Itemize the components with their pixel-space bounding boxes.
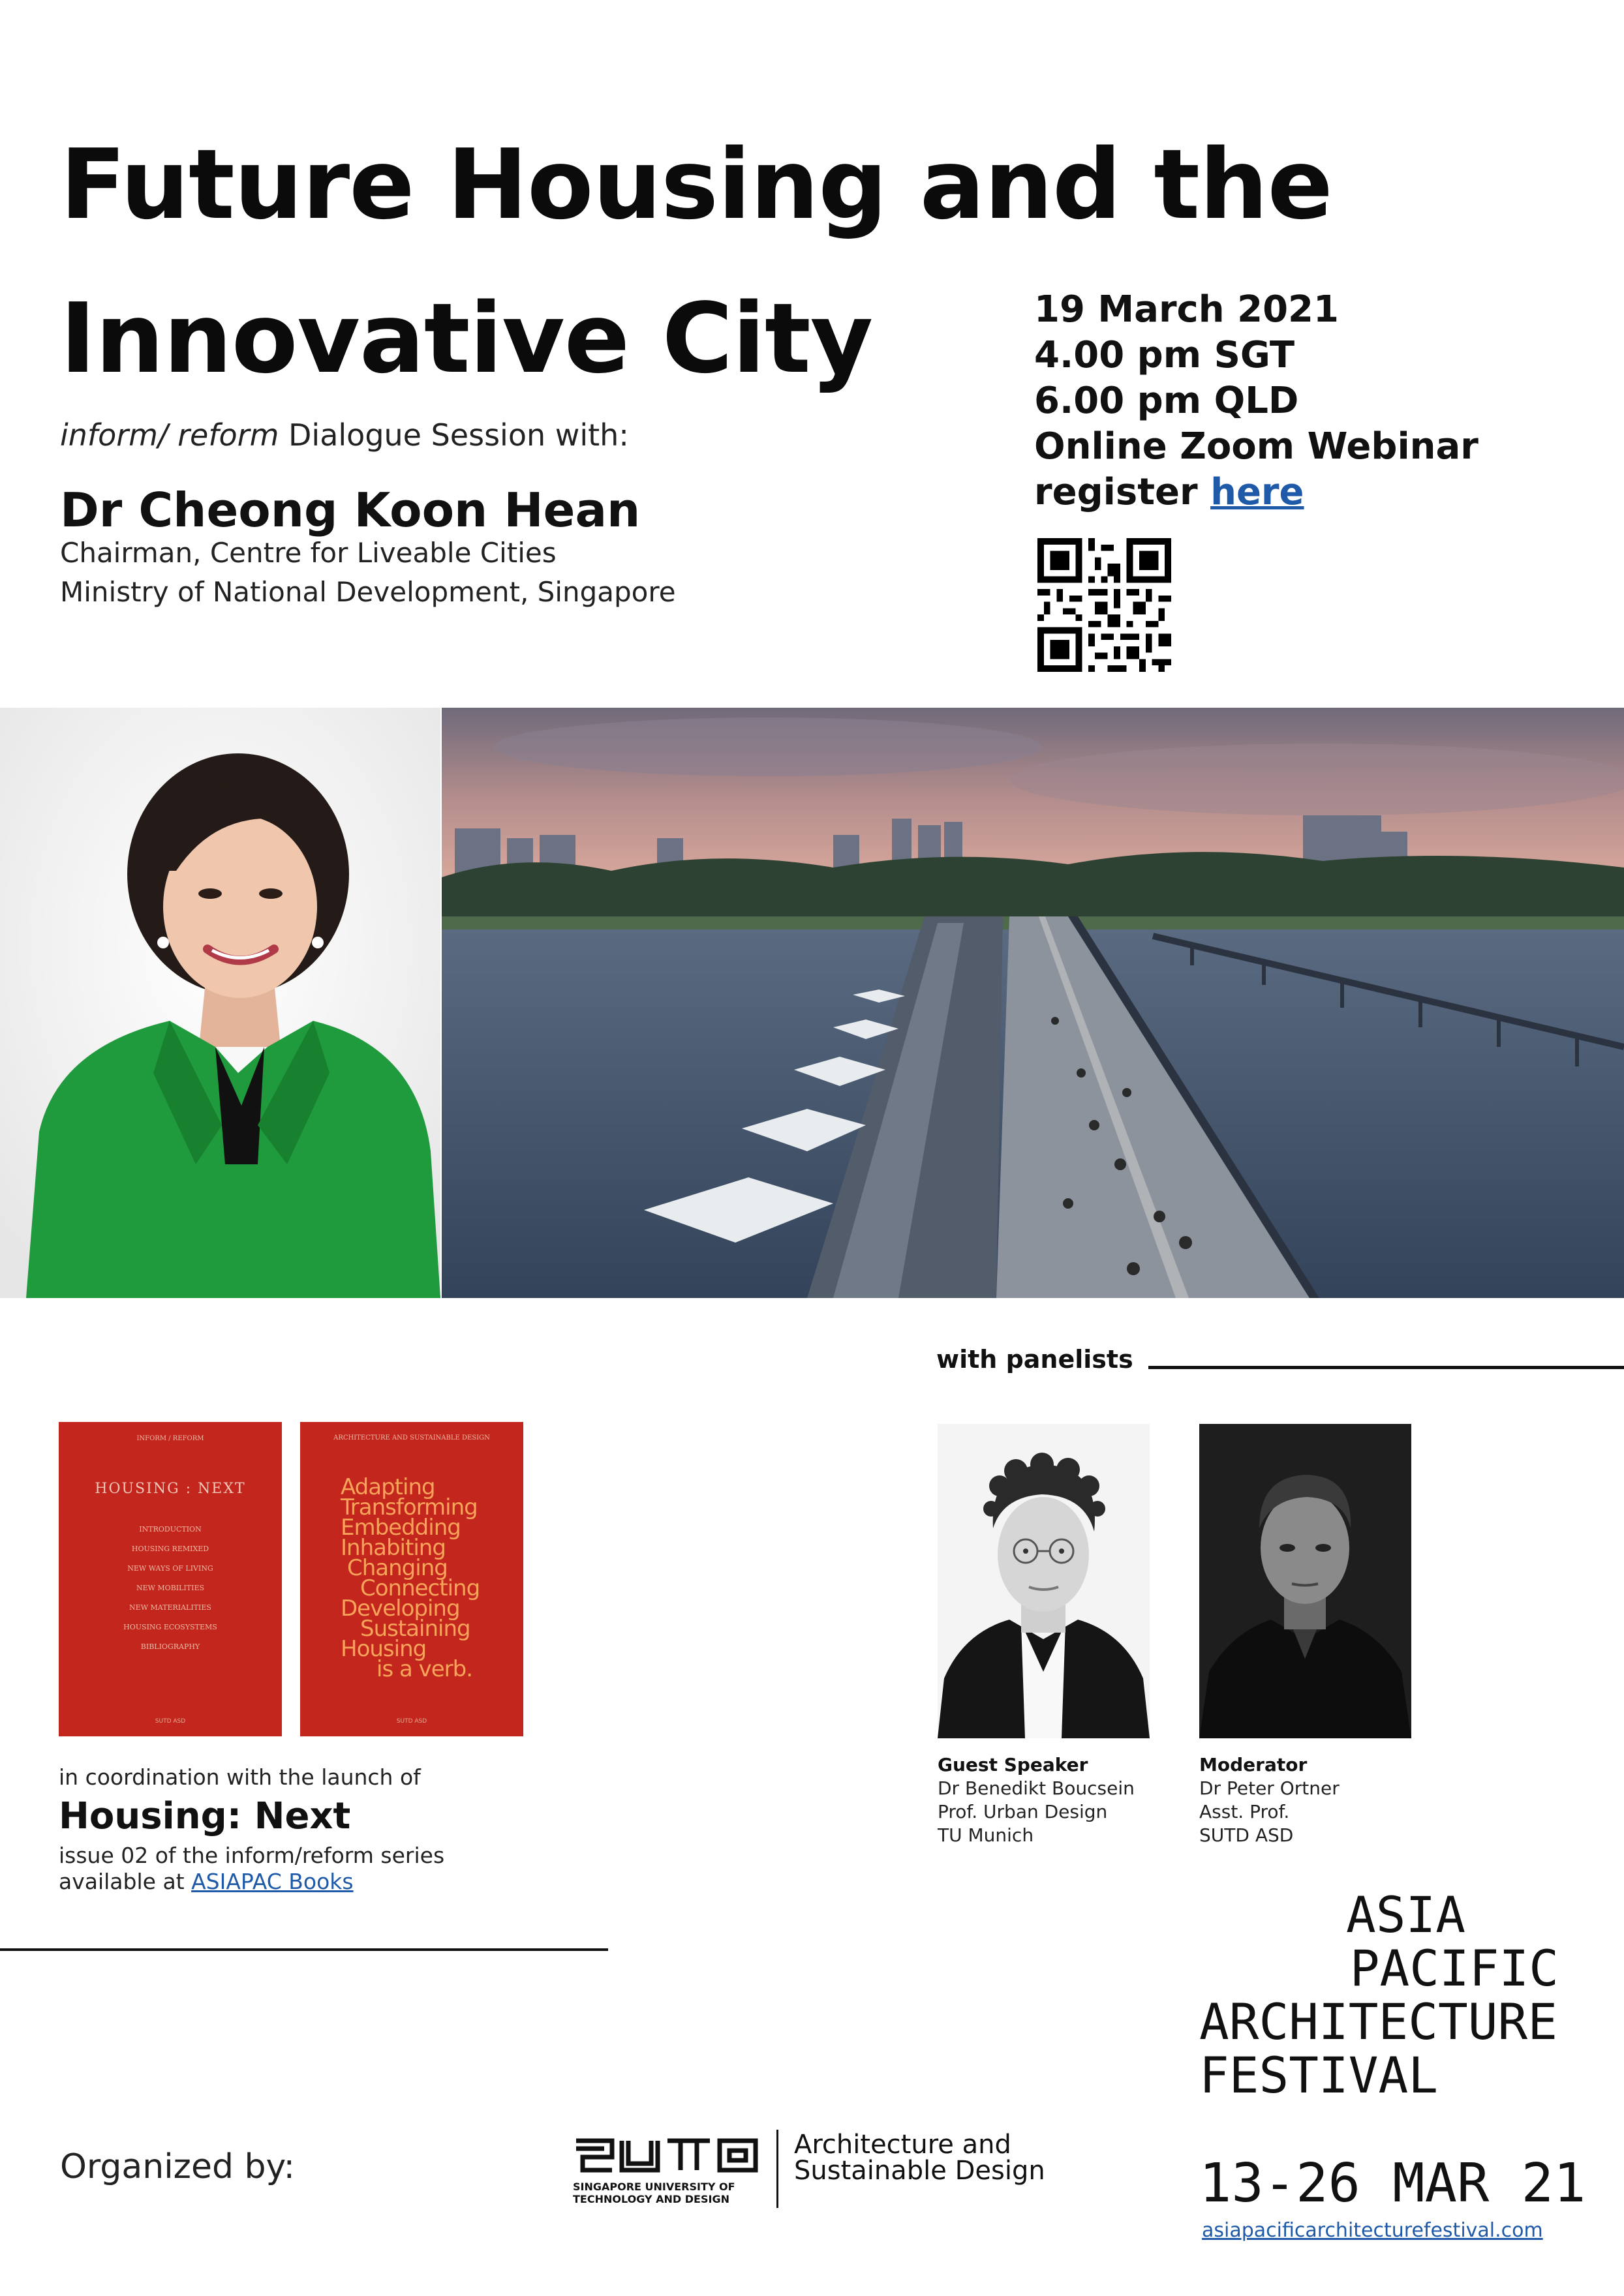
sutd-name-line-1: SINGAPORE UNIVERSITY OF xyxy=(573,2181,735,2193)
book2-word: Adapting xyxy=(341,1474,435,1500)
book1-footer: SUTD ASD xyxy=(155,1718,186,1725)
event-time-sgt: 4.00 pm SGT xyxy=(1034,334,1295,376)
title-line-2: Innovative City xyxy=(60,282,873,395)
coordination-text: in coordination with the launch of xyxy=(59,1764,421,1790)
festival-line-1: ASIA xyxy=(1346,1886,1466,1944)
sutd-name xyxy=(573,2181,735,2205)
book2-footer: SUTD ASD xyxy=(396,1718,427,1725)
department-line-1: Architecture and xyxy=(794,2130,1011,2160)
panelist-title: Prof. Urban Design xyxy=(938,1801,1108,1822)
book2-word: Developing xyxy=(341,1595,460,1622)
sutd-name-line-2: TECHNOLOGY AND DESIGN xyxy=(573,2193,729,2205)
book1-contents-item: HOUSING REMIXED xyxy=(131,1545,209,1553)
panelists-divider xyxy=(1148,1366,1624,1369)
panelist-photo-ortner xyxy=(1199,1424,1411,1738)
festival-logo-text xyxy=(1199,1888,1559,2102)
book-cover-housing-next xyxy=(59,1422,282,1736)
book1-contents-item: NEW MATERIALITIES xyxy=(129,1603,211,1612)
panelist-caption-1 xyxy=(938,1753,1135,1847)
book2-word: Housing xyxy=(341,1636,427,1662)
panelist-affiliation: TU Munich xyxy=(938,1824,1034,1846)
book1-contents-item: NEW MOBILITIES xyxy=(136,1584,205,1592)
launch-issue xyxy=(59,1843,444,1895)
organized-by-label: Organized by: xyxy=(60,2147,296,2186)
speaker-role xyxy=(60,534,676,612)
panelist-photo-boucsein xyxy=(938,1424,1150,1738)
speaker-name: Dr Cheong Koon Hean xyxy=(60,483,641,537)
festival-dates: 13-26 MAR 21 xyxy=(1199,2152,1586,2214)
launch-book-title: Housing: Next xyxy=(59,1795,351,1837)
event-time-qld: 6.00 pm QLD xyxy=(1034,380,1299,422)
city-barrage-photo xyxy=(442,708,1624,1298)
register-prefix: register xyxy=(1034,471,1211,513)
book2-word: Changing xyxy=(347,1555,448,1581)
festival-website-link[interactable]: asiapacificarchitecturefestival.com xyxy=(1202,2219,1543,2242)
register-link[interactable]: here xyxy=(1210,471,1304,513)
asiapac-books-link[interactable]: ASIAPAC Books xyxy=(191,1869,354,1894)
event-format: Online Zoom Webinar xyxy=(1034,425,1478,468)
book1-contents-item: BIBLIOGRAPHY xyxy=(140,1642,200,1651)
festival-line-3: ARCHITECTURE xyxy=(1199,1993,1558,2051)
book2-word-list xyxy=(341,1474,480,1682)
panelist-title: Asst. Prof. xyxy=(1199,1801,1290,1822)
title-line-1: Future Housing and the xyxy=(60,128,1332,241)
book2-word: Connecting xyxy=(360,1575,480,1601)
series-name: inform/ reform xyxy=(60,417,279,453)
book1-contents-item: HOUSING ECOSYSTEMS xyxy=(123,1623,217,1631)
department-line-2: Sustainable Design xyxy=(794,2156,1045,2186)
festival-line-4: FESTIVAL xyxy=(1199,2046,1439,2104)
book2-word: Sustaining xyxy=(360,1616,470,1642)
panelist-name: Dr Peter Ortner xyxy=(1199,1777,1340,1799)
book2-word: Inhabiting xyxy=(341,1535,446,1561)
panelist-name: Dr Benedikt Boucsein xyxy=(938,1777,1135,1799)
speaker-portrait xyxy=(0,708,440,1298)
left-divider xyxy=(0,1948,608,1951)
book2-word: Embedding xyxy=(341,1515,461,1541)
book-cover-housing-verb xyxy=(300,1422,523,1736)
event-date: 19 March 2021 xyxy=(1034,288,1339,331)
book1-contents-item: NEW WAYS OF LIVING xyxy=(127,1564,213,1573)
event-info xyxy=(1034,287,1478,515)
book1-header: INFORM / REFORM xyxy=(136,1435,204,1442)
dialogue-label: Dialogue Session with: xyxy=(279,417,629,453)
register-line xyxy=(1034,470,1478,515)
festival-line-2: PACIFIC xyxy=(1320,1939,1559,1997)
book1-contents-item: INTRODUCTION xyxy=(139,1525,202,1533)
book2-word: Transforming xyxy=(341,1494,478,1520)
panelist-caption-2 xyxy=(1199,1753,1340,1847)
speaker-role-line-1: Chairman, Centre for Liveable Cities xyxy=(60,537,557,569)
dialogue-intro xyxy=(60,417,629,453)
panelist-role: Guest Speaker xyxy=(938,1754,1088,1775)
availability-line xyxy=(59,1869,444,1895)
qr-code-icon[interactable] xyxy=(1037,538,1171,672)
available-prefix: available at xyxy=(59,1869,192,1894)
book1-contents xyxy=(59,1520,282,1657)
speaker-role-line-2: Ministry of National Development, Singapore xyxy=(60,576,676,608)
issue-line: issue 02 of the inform/reform series xyxy=(59,1843,445,1868)
panelist-role: Moderator xyxy=(1199,1754,1308,1775)
book2-word: is a verb. xyxy=(376,1656,473,1682)
book1-title: HOUSING : NEXT xyxy=(95,1481,246,1497)
logo-divider xyxy=(776,2130,778,2208)
panelist-affiliation: SUTD ASD xyxy=(1199,1824,1294,1846)
book2-header: ARCHITECTURE AND SUSTAINABLE DESIGN xyxy=(333,1434,490,1442)
panelists-heading: with panelists xyxy=(936,1345,1133,1374)
department-name xyxy=(794,2132,1045,2184)
